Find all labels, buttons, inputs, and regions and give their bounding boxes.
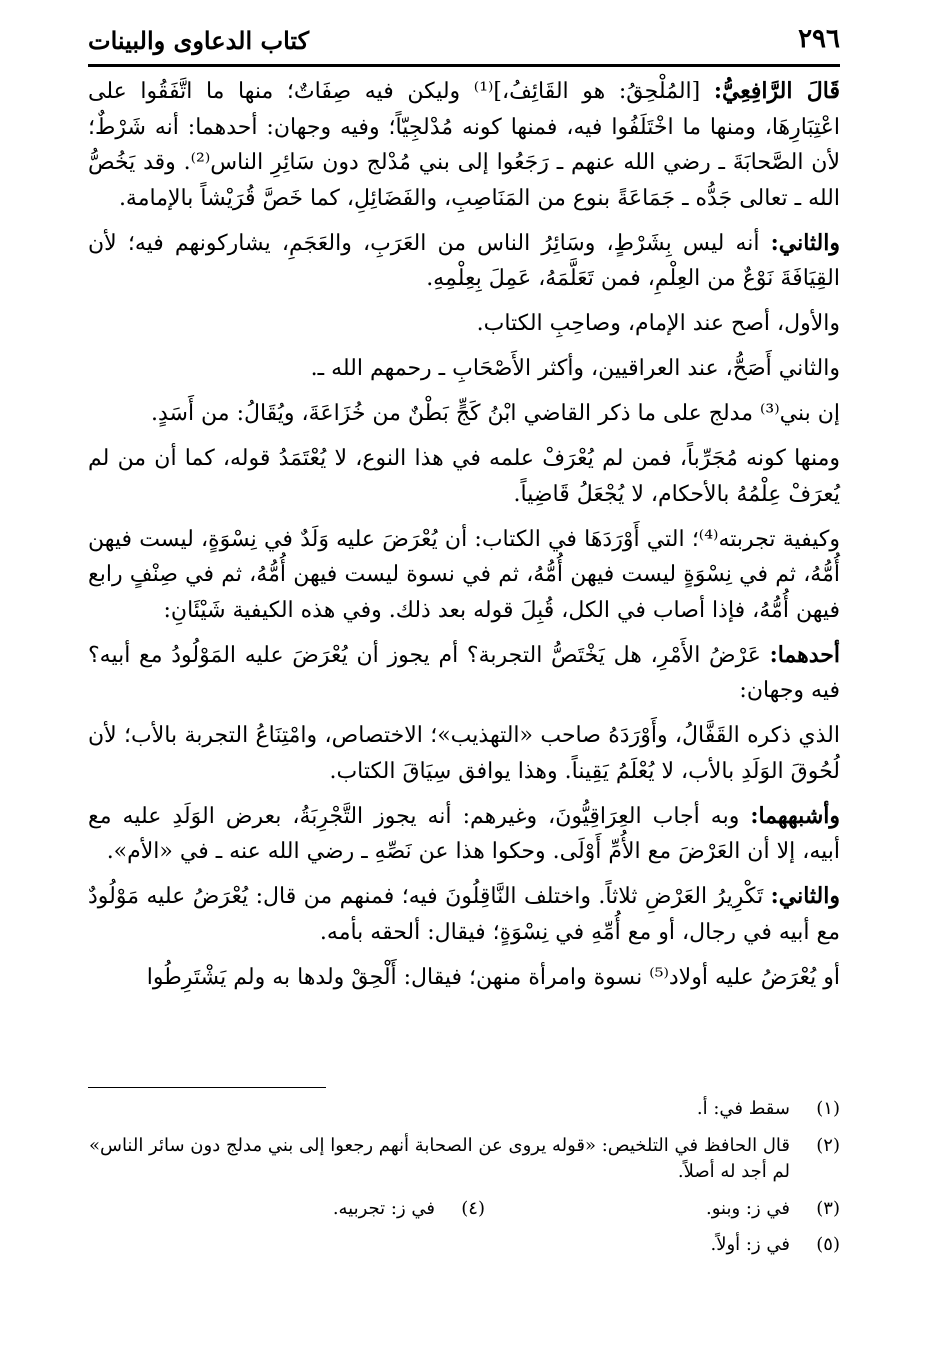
paragraph: [88, 522, 840, 629]
paragraph-text: والأول، أصح عند الإمام، وصاحِبِ الكتاب.: [476, 311, 840, 336]
paragraph-lead: والثاني:: [770, 883, 840, 909]
paragraph-text: أنه ليس بِشَرْطٍ، وسَائِرُ الناس من العَرَبِ، والعَجَمِ، يشاركونهم فيه؛ لأن القِيَافَةَ نَوْعٌ من العِلْمِ، فمن تَعَلَّمَهُ، عَمِلَ بِعِلْمِهِ.: [88, 230, 840, 291]
footnote-number: (٣): [816, 1197, 840, 1219]
page-number: ٢٩٦: [798, 24, 840, 54]
paragraph: [88, 226, 840, 297]
paragraph-text: الذي ذكره القَفَّالُ، وأَوْرَدَهُ صاحب «التهذيب»؛ الاختصاص، وامْتِنَاعُ التجربة بالأب؛ لأن لُحُوقَ الوَلَدِ بالأب، لا يُعْلَمُ يَقِيناً. وهذا يوافق سِيَاقَ الكتاب.: [88, 723, 840, 784]
footnote-separator: [88, 1087, 326, 1088]
footnote: [88, 1096, 840, 1123]
footnote-number: (٢): [816, 1134, 840, 1156]
footnote: [88, 1133, 840, 1186]
footnote-number: (٥): [816, 1234, 840, 1255]
footnote-text: قال الحافظ في التلخيص: «قوله يروى عن الصحابة أنهم رجعوا إلى بني مدلج دون سائر الناس» لم أجد له أصلاً.: [88, 1134, 790, 1182]
header-rule: [88, 64, 840, 67]
paragraph-text: تَكْرِيرُ العَرْضِ ثلاثاً. واختلف النَّاقِلُونَ فيه؛ فمنهم من قال: يُعْرَضُ عليه مَوْلُودٌ مع أبيه في رجال، أو مع أُمِّهِ في نِسْوَةٍ؛ فيقال: ألحقه بأمه.: [88, 884, 840, 945]
footnotes: [88, 1096, 840, 1269]
footnote: [706, 1196, 840, 1223]
book-page: [88, 0, 840, 1361]
footnote-row: [88, 1196, 840, 1223]
paragraph: [88, 638, 840, 709]
paragraph: [88, 960, 840, 996]
footnote-text: في ز: تجربيه.: [332, 1197, 435, 1219]
paragraph-text: أو يُعْرَضُ عليه أولاد⁽⁵⁾ نسوة وامرأة منهن؛ فيقال: أَلْحِقْ ولدها به ولم يَشْتَرِطُوا: [146, 964, 840, 990]
paragraph: [88, 718, 840, 789]
footnote-text: في ز: وبنو.: [706, 1197, 790, 1219]
paragraph: [88, 306, 840, 342]
paragraph-lead: والثاني:: [770, 229, 840, 256]
paragraph-text: إن بني⁽³⁾ مدلج على ما ذكر القاضي ابْنُ كَجٍّ بَطْنٌ من خُزَاعَةَ، ويُقَالُ: من أَسَدٍ.: [150, 401, 840, 426]
paragraph-text: والثاني أَصَحُّ، عند العراقيين، وأكثر الأَصْحَابِ ـ رحمهم الله ـ.: [310, 356, 840, 381]
paragraph-lead: قَالَ الرَّافِعِيُّ:: [713, 78, 840, 104]
paragraph: [88, 74, 840, 216]
paragraph-text: ومنها كونه مُجَرِّباً، فمن لم يُعْرَفْ علمه في هذا النوع، لا يُعْتَمَدُ قوله، كما أن من لم يُعرَفْ عِلْمُهُ بالأحكام، لا يُجْعَلُ قَاضِياً.: [88, 446, 840, 507]
running-title: كتاب الدعاوى والبينات: [88, 26, 310, 55]
footnote-text: في ز: أولاً.: [710, 1234, 790, 1255]
paragraph-text: [المُلْحِقُ: هو القَائِفُ،]⁽¹⁾ وليكن فيه صِفَاتٌ؛ منها ما اتَّفَقُوا على اعْتِبَارِهَا، ومنها ما اخْتَلَفُوا فيه، فمنها كونه مُدْلجِيّاً؛ وفيه وجهان: أحدهما: أنه شَرْطٌ؛ لأن الصَّحابَةَ ـ رضي الله عنهم ـ رَجَعُوا إلى بني مُدْلج دون سَائِرِ الناس⁽²⁾. وقد يَخُصُّ الله ـ تعالى جَدُّه ـ جَمَاعَةً بنوع من المَنَاصِبِ، والفَضَائِلِ، كما خَصَّ قُرَيْشاً بالإمامة.: [88, 79, 840, 211]
paragraph: [88, 441, 840, 512]
footnote-number: (١): [816, 1098, 840, 1119]
paragraph-text: وبه أجاب العِرَاقِيُّونَ، وغيرهم: أنه يجوز التَّجْرِبَةُ، بعرض الوَلَدِ عليه مع أبيه، إلا أن العَرْضَ مع الأُمِّ أَوْلَى. وحكوا هذا عن نَصِّهِ ـ رضي الله عنه ـ في «الأم».: [88, 803, 840, 864]
footnote-text: سقط في: أ.: [696, 1098, 790, 1119]
paragraph: [88, 396, 840, 432]
main-text: [88, 74, 840, 1005]
paragraph-lead: وأشبههما:: [750, 802, 840, 829]
footnote: [333, 1196, 485, 1223]
paragraph: [88, 879, 840, 950]
paragraph-text: وكيفية تجربته⁽⁴⁾؛ التي أَوْرَدَهَا في الكتاب: أن يُعْرَضَ عليه وَلَدٌ في نِسْوَةٍ، ليست فيهن أُمُّهُ، ثم في نِسْوَةٍ ليست فيهن أُمُّهُ، ثم في نسوة ليست فيهن أُمُّهُ، ثم في صِنْفٍ رابع فيهن أُمُّهُ، فإذا أصاب في الكل، قُبِلَ قوله بعد ذلك. وفي هذه الكيفية شَيْئَانِ:: [88, 526, 840, 623]
paragraph-lead: أحدهما:: [769, 641, 840, 668]
page-header: [88, 22, 840, 62]
paragraph: [88, 799, 840, 870]
paragraph-text: عَرْضُ الأَمْرِ، هل يَخْتَصُّ التجربة؟ أم يجوز أن يُعْرَضَ عليه المَوْلُودُ مع أبيه؟ فيه وجهان:: [88, 642, 840, 703]
footnote: [88, 1232, 840, 1259]
footnote-number: (٤): [461, 1197, 485, 1219]
paragraph: [88, 351, 840, 387]
